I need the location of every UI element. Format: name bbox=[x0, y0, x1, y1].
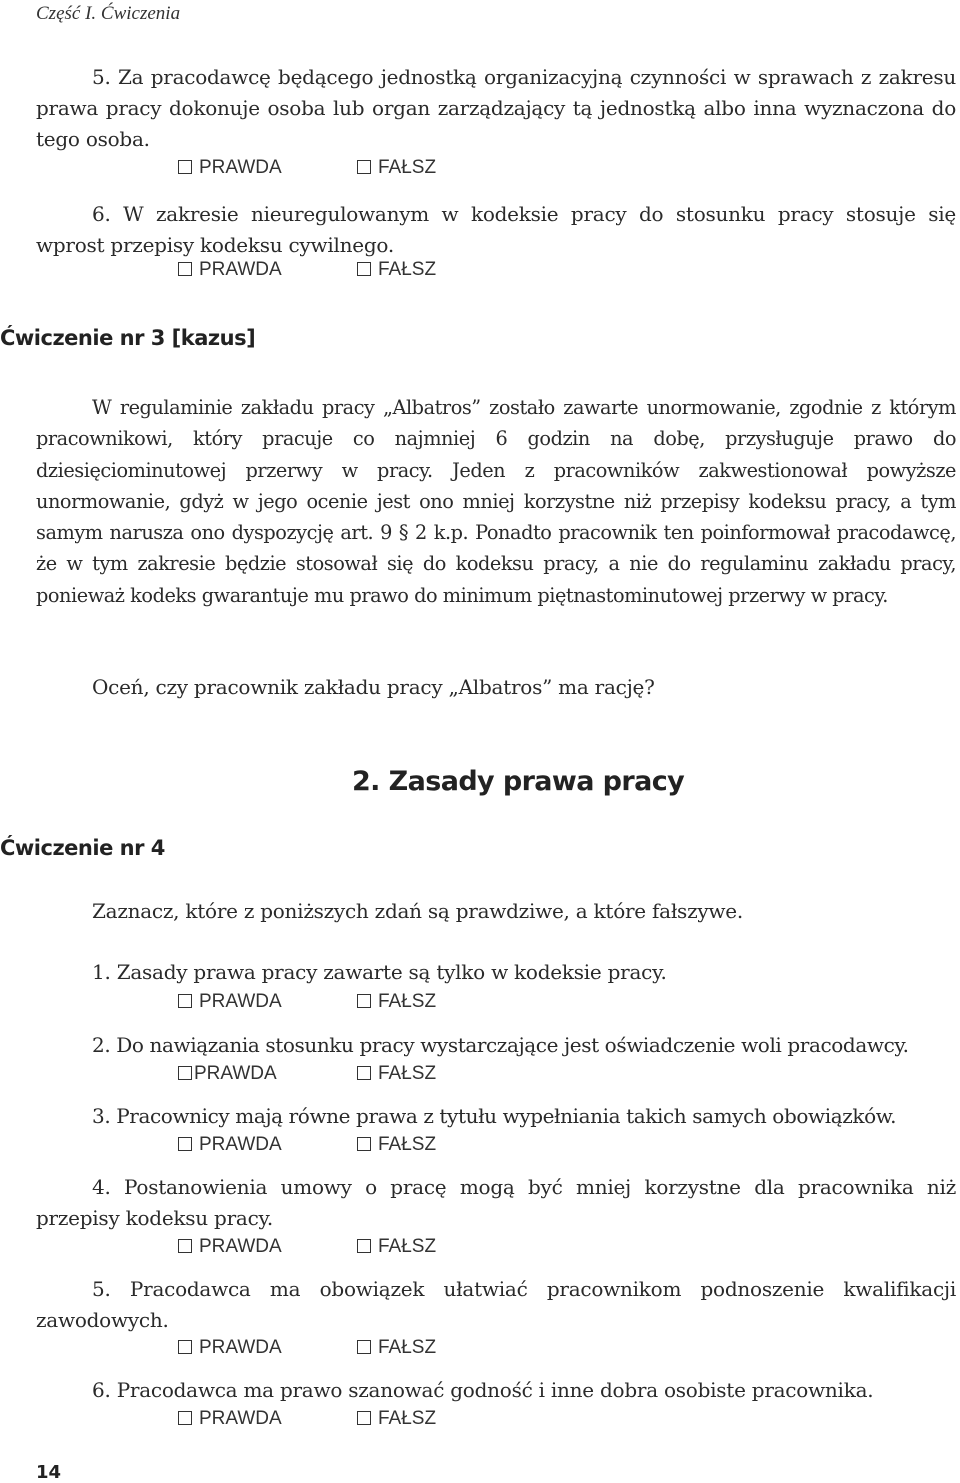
checkbox-icon[interactable] bbox=[178, 262, 192, 276]
checkbox-icon[interactable] bbox=[178, 1239, 192, 1253]
options-row-4-2 bbox=[0, 1063, 460, 1089]
option-false-4-2[interactable]: FAŁSZ bbox=[357, 1063, 436, 1085]
statement-6: 6. W zakresie nieuregulowanym w kodeksie pracy do stosunku pracy stosuje się wprost przepisy kodeksu cywilnego. bbox=[36, 202, 956, 257]
option-false-4-1[interactable]: FAŁSZ bbox=[357, 991, 436, 1013]
option-false-4-3[interactable]: FAŁSZ bbox=[357, 1134, 436, 1156]
statement-5: 5. Za pracodawcę będącego jednostką organizacyjną czynności w sprawach z zakresu prawa pracy dokonuje osoba lub organ zarządzający tą jednostką albo inna wyznaczona do tego osoba. bbox=[36, 65, 956, 151]
option-false-6[interactable]: FAŁSZ bbox=[357, 259, 436, 281]
statement-4-2: 2. Do nawiązania stosunku pracy wystarczające jest oświadczenie woli pracodawcy. bbox=[92, 1033, 909, 1057]
option-true-6[interactable]: PRAWDA bbox=[178, 259, 282, 281]
options-row-6 bbox=[0, 259, 460, 285]
option-true-4-6[interactable]: PRAWDA bbox=[178, 1408, 282, 1430]
option-false-5[interactable]: FAŁSZ bbox=[357, 157, 436, 179]
checkbox-icon[interactable] bbox=[178, 994, 192, 1008]
option-true-4-4[interactable]: PRAWDA bbox=[178, 1236, 282, 1258]
exercise-4-heading: Ćwiczenie nr 4 bbox=[0, 836, 165, 860]
section-title: 2. Zasady prawa pracy bbox=[352, 766, 685, 797]
statement-4-1: 1. Zasady prawa pracy zawarte są tylko w kodeksie pracy. bbox=[92, 960, 667, 984]
option-false-4-5[interactable]: FAŁSZ bbox=[357, 1337, 436, 1359]
checkbox-icon[interactable] bbox=[178, 1066, 192, 1080]
checkbox-icon[interactable] bbox=[357, 1340, 371, 1354]
exercise-3-heading: Ćwiczenie nr 3 [kazus] bbox=[0, 326, 256, 350]
exercise-3-case-text: W regulaminie zakładu pracy „Albatros” zostało zawarte unormowanie, zgodnie z którym pracownikowi, który pracuje co najmniej 6 godzin na dobę, przysługuje prawo do dziesięciominutowej przerwy w pracy. Jeden z pracowników zakwestionował powyższe unormowanie, gdyż w jego ocenie jest ono mniej korzystne niż przepisy kodeksu pracy, a tym samym narusza ono dyspozycję art. 9 § 2 k.p. Ponadto pracownik ten poinformował pracodawcę, że w tym zakresie będzie stosował się do kodeksu pracy, a nie do regulaminu zakładu pracy, ponieważ kodeks gwarantuje mu prawo do minimum piętnastominutowej przerwy w pracy. bbox=[36, 396, 956, 607]
option-true-5[interactable]: PRAWDA bbox=[178, 157, 282, 179]
options-row-4-5 bbox=[0, 1337, 460, 1363]
checkbox-icon[interactable] bbox=[357, 994, 371, 1008]
checkbox-icon[interactable] bbox=[178, 1340, 192, 1354]
option-true-4-5[interactable]: PRAWDA bbox=[178, 1337, 282, 1359]
checkbox-icon[interactable] bbox=[357, 1239, 371, 1253]
options-row-5 bbox=[0, 157, 437, 183]
options-row-4-3 bbox=[0, 1134, 460, 1160]
page-number: 14 bbox=[36, 1462, 62, 1483]
checkbox-icon[interactable] bbox=[357, 1066, 371, 1080]
option-false-4-4[interactable]: FAŁSZ bbox=[357, 1236, 436, 1258]
checkbox-icon[interactable] bbox=[357, 160, 371, 174]
running-header: Część I. Ćwiczenia bbox=[36, 3, 181, 24]
checkbox-icon[interactable] bbox=[357, 262, 371, 276]
option-true-4-3[interactable]: PRAWDA bbox=[178, 1134, 282, 1156]
checkbox-icon[interactable] bbox=[357, 1137, 371, 1151]
checkbox-icon[interactable] bbox=[178, 1411, 192, 1425]
exercise-4-instruction: Zaznacz, które z poniższych zdań są prawdziwe, a które fałszywe. bbox=[92, 899, 743, 923]
options-row-4-6 bbox=[0, 1408, 460, 1434]
option-true-4-1[interactable]: PRAWDA bbox=[178, 991, 282, 1013]
option-false-4-6[interactable]: FAŁSZ bbox=[357, 1408, 436, 1430]
statement-4-3: 3. Pracownicy mają równe prawa z tytułu wypełniania takich samych obowiązków. bbox=[92, 1104, 897, 1128]
options-row-4-4 bbox=[0, 1236, 460, 1262]
options-row-4-1 bbox=[0, 991, 460, 1017]
exercise-3-question: Oceń, czy pracownik zakładu pracy „Albatros” ma rację? bbox=[92, 675, 655, 699]
statement-4-5: 5. Pracodawca ma obowiązek ułatwiać pracownikom podnoszenie kwalifikacji zawodowych. bbox=[36, 1277, 956, 1332]
checkbox-icon[interactable] bbox=[178, 160, 192, 174]
checkbox-icon[interactable] bbox=[357, 1411, 371, 1425]
statement-4-4: 4. Postanowienia umowy o pracę mogą być mniej korzystne dla pracownika niż przepisy kodeksu pracy. bbox=[36, 1175, 956, 1230]
option-true-4-2[interactable]: PRAWDA bbox=[178, 1063, 277, 1085]
statement-4-6: 6. Pracodawca ma prawo szanować godność i inne dobra osobiste pracownika. bbox=[92, 1378, 874, 1402]
checkbox-icon[interactable] bbox=[178, 1137, 192, 1151]
